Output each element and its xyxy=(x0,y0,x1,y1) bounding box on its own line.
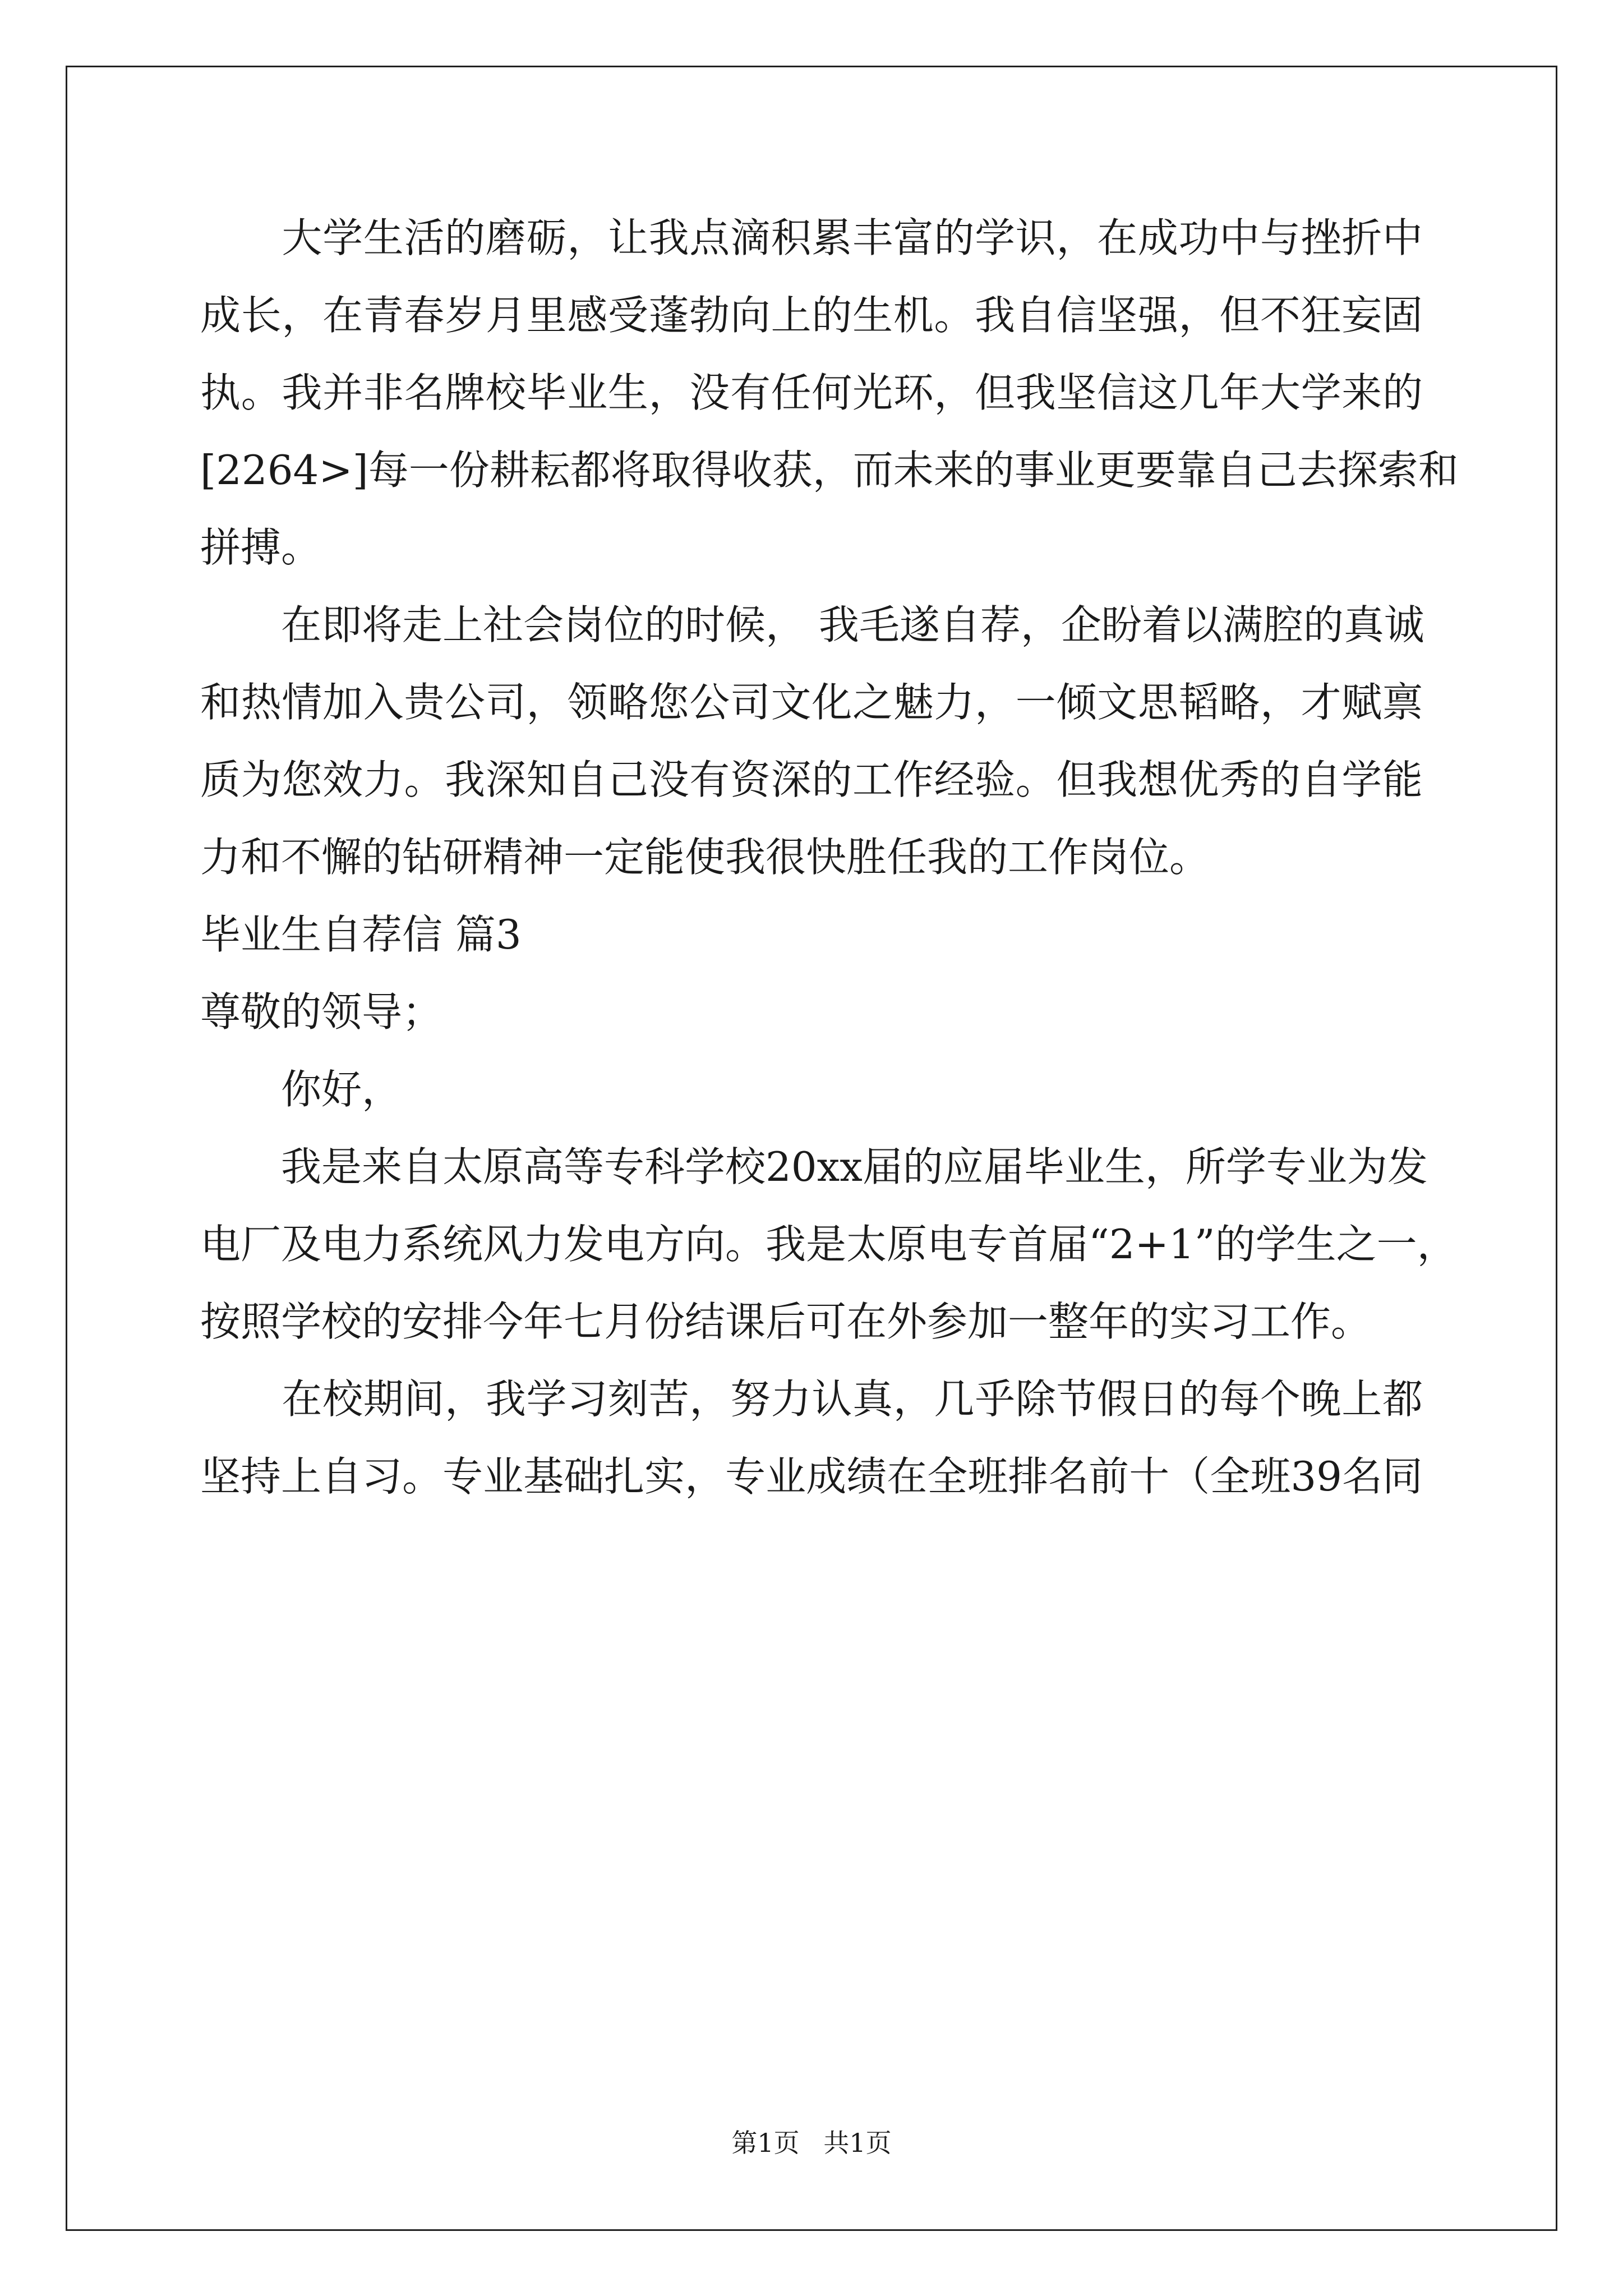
text-line: 电厂及电力系统风力发电方向。我是太原电专首届“2+1”的学生之一， xyxy=(200,1221,1458,1268)
text-line: 大学生活的磨砺，让我点滴积累丰富的学识，在成功中与挫折中 xyxy=(200,214,1423,261)
page-footer xyxy=(0,2126,1623,2160)
text-line: 拼搏。 xyxy=(200,524,322,571)
text-line: 按照学校的安排今年七月份结课后可在外参加一整年的实习工作。 xyxy=(200,1298,1372,1345)
greeting: 你好， xyxy=(200,1066,403,1113)
page-number-current: 第1页 xyxy=(731,2128,800,2158)
section-heading: 毕业生自荐信 篇3 xyxy=(200,911,522,958)
text-line: 在校期间，我学习刻苦，努力认真，几乎除节假日的每个晚上都 xyxy=(200,1375,1423,1423)
text-line: 力和不懈的钻研精神一定能使我很快胜任我的工作岗位。 xyxy=(200,834,1210,881)
text-line: 质为您效力。我深知自己没有资深的工作经验。但我想优秀的自学能 xyxy=(200,756,1423,803)
page-number-total: 共1页 xyxy=(823,2128,892,2158)
text-line: [2264>]每一份耕耘都将取得收获，而未来的事业更要靠自己去探索和 xyxy=(200,447,1459,494)
text-line: 在即将走上社会岗位的时候， 我毛遂自荐，企盼着以满腔的真诚 xyxy=(200,601,1424,648)
text-line: 成长，在青春岁月里感受蓬勃向上的生机。我自信坚强，但不狂妄固 xyxy=(200,292,1423,339)
text-line: 执。我并非名牌校毕业生，没有任何光环，但我坚信这几年大学来的 xyxy=(200,369,1423,416)
text-line: 坚持上自习。专业基础扎实，专业成绩在全班排名前十（全班39名同 xyxy=(200,1453,1423,1500)
salutation: 尊敬的领导； xyxy=(200,988,443,1036)
text-line: 和热情加入贵公司，领略您公司文化之魅力，一倾文思韬略，才赋禀 xyxy=(200,679,1423,726)
text-line: 我是来自太原高等专科学校20xx届的应届毕业生，所学专业为发 xyxy=(200,1143,1428,1190)
